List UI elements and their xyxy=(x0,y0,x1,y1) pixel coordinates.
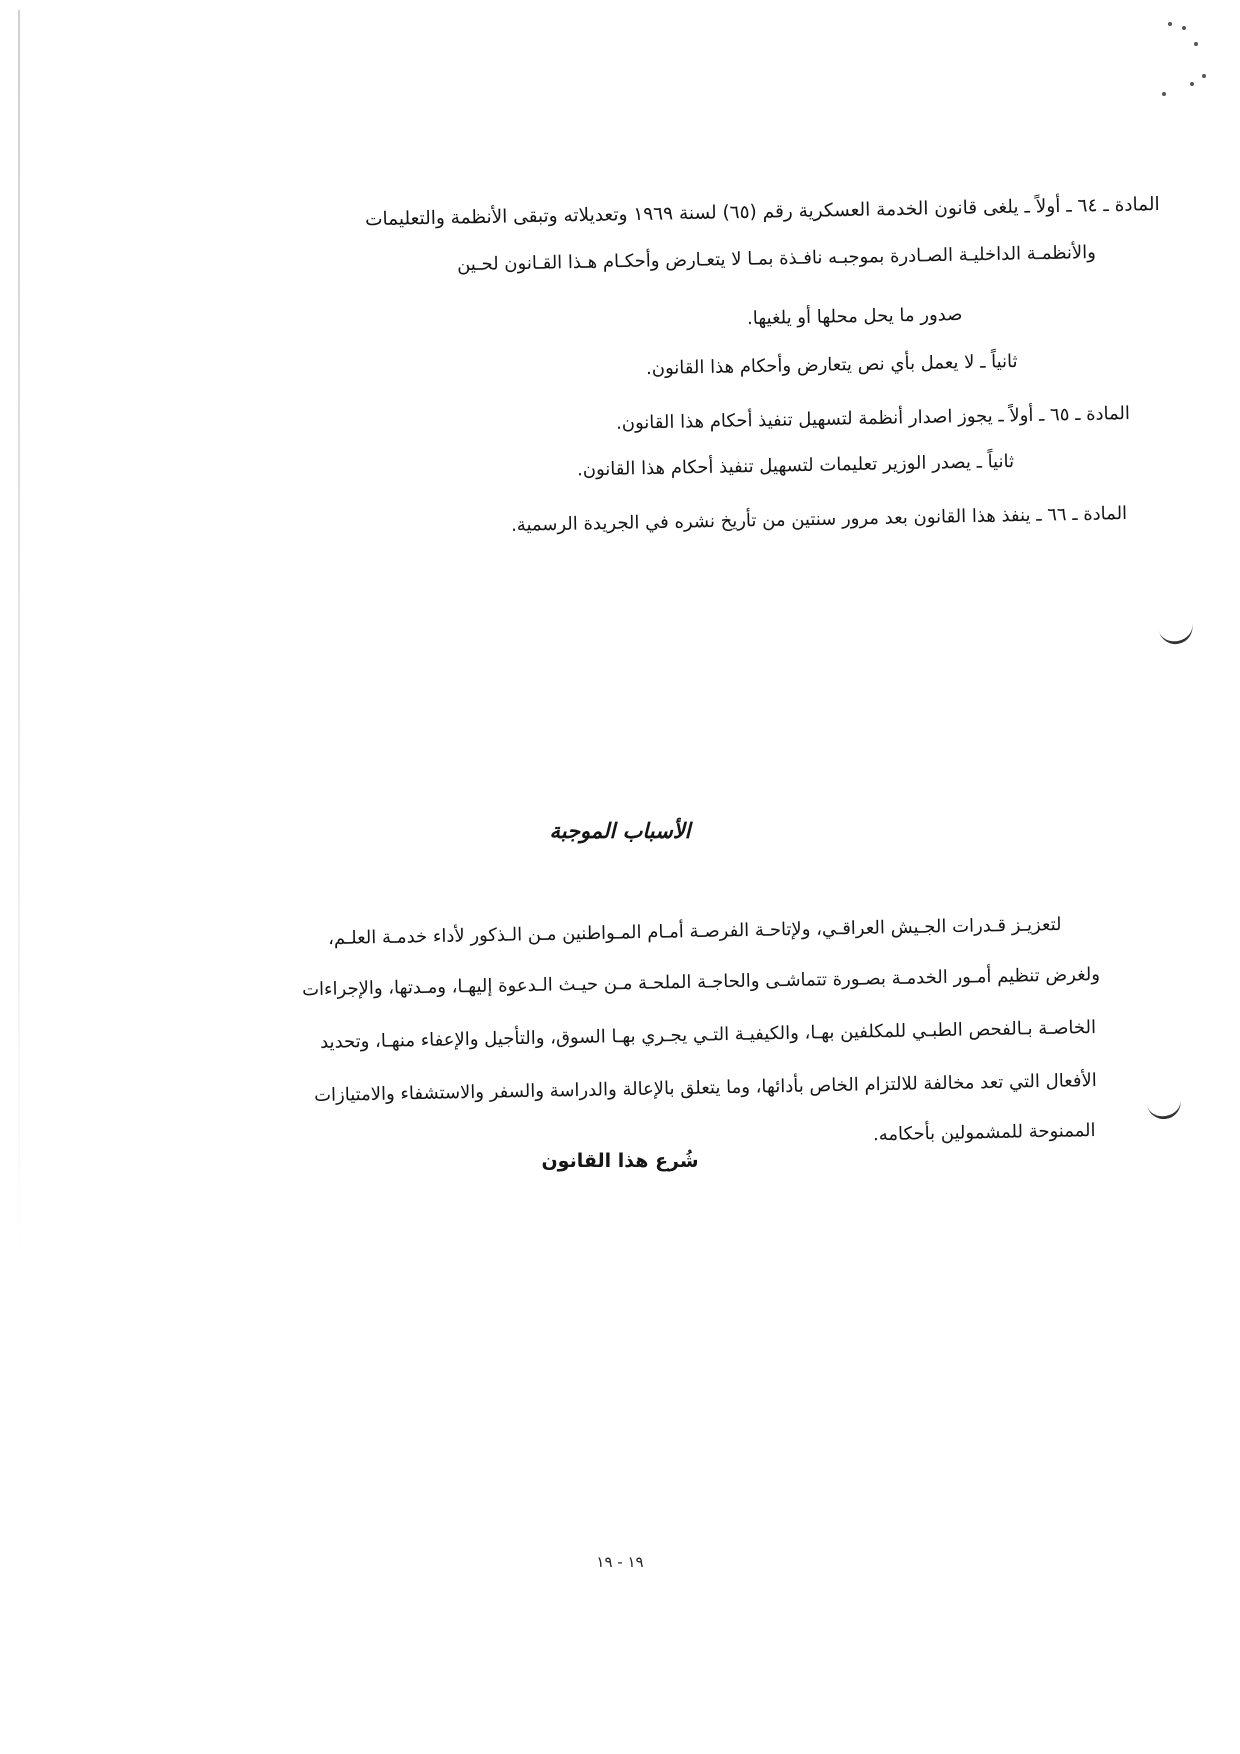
scan-edge-line xyxy=(18,10,20,1260)
margin-pen-mark xyxy=(1147,1097,1184,1122)
article-64-second-line: ثانياً ـ لا يعمل بأي نص يتعارض وأحكام هذا القانون. xyxy=(646,351,1019,380)
reasons-title: الأسباب الموجبة xyxy=(549,818,691,843)
reasons-line-5: الممنوحة للمشمولين بأحكامه. xyxy=(873,1120,1097,1146)
reasons-line-4: الأفعال التي تعد مخالفة للالتزام الخاص بأدائها، وما يتعلق بالإعالة والدراسة والسفر والاستشفاء والامتيازات xyxy=(314,1070,1098,1107)
scan-specks xyxy=(1150,12,1210,102)
margin-pen-mark xyxy=(1158,622,1195,648)
enactment-line: شُرع هذا القانون xyxy=(541,1150,699,1172)
article-66-line: المادة ـ ٦٦ ـ ينفذ هذا القانون بعد مرور سنتين من تأريخ نشره في الجريدة الرسمية. xyxy=(510,503,1128,536)
page-number: ١٩ - ١٩ xyxy=(596,1553,644,1571)
article-64-line-1: المادة ـ ٦٤ ـ أولاً ـ يلغى قانون الخدمة العسكرية رقم (٦٥) لسنة ١٩٦٩ وتعديلاته وتبقى الأنظمة والتعليمات xyxy=(365,194,1161,231)
article-64-line-3: صدور ما يحل محلها أو يلغيها. xyxy=(746,304,963,330)
article-64-line-2: والأنظمـة الداخليـة الصـادرة بموجبـه نافـذة بمـا لا يتعـارض وأحكـام هـذا القـانون لحـين xyxy=(457,242,1097,276)
reasons-line-2: ولغرض تنظيم أمـور الخدمـة بصـورة تتماشـى والحاجـة الملحـة مـن حيـث الـدعوة إليهـا، ومـدتها، والإجراءات xyxy=(301,964,1101,1001)
reasons-line-1: لتعزيـز قـدرات الجـيش العراقـي، ولإتاحـة الفرصـة أمـام المـواطنين مـن الـذكور لأداء خدمـة العلـم، xyxy=(328,914,1063,950)
reasons-line-3: الخاصـة بـالفحص الطبـي للمكلفين بهـا، والكيفيـة التـي يجـري بهـا السوق، والتأجيل والإعفاء منهـا، وتحديد xyxy=(319,1017,1097,1053)
article-65-second-line: ثانياً ـ يصدر الوزير تعليمات لتسهيل تنفيذ أحكام هذا القانون. xyxy=(576,451,1015,481)
article-65-line-1: المادة ـ ٦٥ ـ أولاً ـ يجوز اصدار أنظمة لتسهيل تنفيذ أحكام هذا القانون. xyxy=(615,403,1131,434)
